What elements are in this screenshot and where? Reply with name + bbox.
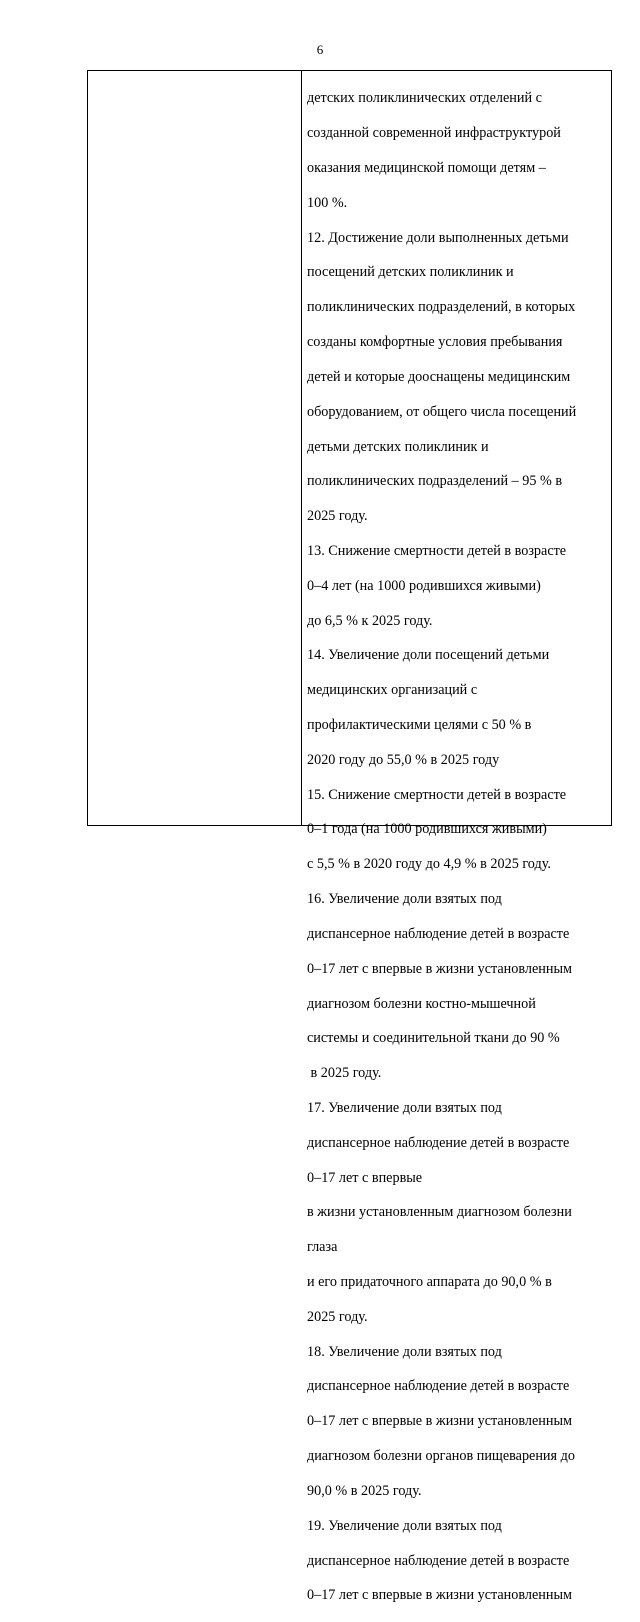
text-line: 90,0 % в 2025 году. bbox=[307, 1482, 422, 1499]
text-line: до 6,5 % к 2025 году. bbox=[307, 612, 433, 629]
text-line: системы и соединительной ткани до 90 % bbox=[307, 1030, 560, 1047]
document-table bbox=[87, 70, 612, 1604]
text-line: 2020 году до 55,0 % в 2025 году bbox=[307, 751, 500, 768]
text-line: созданной современной инфраструктурой bbox=[307, 125, 561, 142]
text-line: 17. Увеличение доли взятых под bbox=[307, 1099, 502, 1116]
table-cell-right bbox=[302, 71, 611, 1604]
text-line: и его придаточного аппарата до 90,0 % в bbox=[307, 1274, 552, 1291]
text-line: детей и которые дооснащены медицинским bbox=[307, 368, 571, 385]
page-number: 6 bbox=[316, 42, 324, 57]
table-cell-left bbox=[88, 71, 302, 825]
text-line: диспансерное наблюдение детей в возрасте bbox=[307, 925, 570, 942]
text-line: диспансерное наблюдение детей в возрасте bbox=[307, 1378, 570, 1395]
text-line: диспансерное наблюдение детей в возрасте bbox=[307, 1134, 570, 1151]
text-line: 19. Увеличение доли взятых под bbox=[307, 1517, 502, 1534]
text-line: диагнозом болезни костно-мышечной bbox=[307, 995, 536, 1012]
text-line: в 2025 году. bbox=[307, 1065, 382, 1082]
text-line: 0–17 лет с впервые в жизни установленным bbox=[307, 1587, 572, 1604]
text-line: медицинских организаций с bbox=[307, 682, 478, 699]
text-line: созданы комфортные условия пребывания bbox=[307, 334, 563, 351]
text-line: оказания медицинской помощи детям – bbox=[307, 160, 546, 177]
text-line: 0–4 лет (на 1000 родившихся живыми) bbox=[307, 577, 541, 594]
text-line: 100 %. bbox=[307, 194, 348, 211]
text-line: диагнозом болезни органов пищеварения до bbox=[307, 1448, 575, 1465]
text-line: глаза bbox=[307, 1239, 338, 1256]
text-line: 0–17 лет с впервые в жизни установленным bbox=[307, 960, 572, 977]
text-line: 13. Снижение смертности детей в возрасте bbox=[307, 542, 567, 559]
text-line: 18. Увеличение доли взятых под bbox=[307, 1343, 502, 1360]
text-line: поликлинических подразделений – 95 % в bbox=[307, 473, 563, 490]
text-line: 16. Увеличение доли взятых под bbox=[307, 891, 502, 908]
text-line: в жизни установленным диагнозом болезни bbox=[307, 1204, 572, 1221]
text-line: 14. Увеличение доли посещений детьми bbox=[307, 647, 550, 664]
text-line: 2025 году. bbox=[307, 508, 368, 525]
text-line: 12. Достижение доли выполненных детьми bbox=[307, 229, 569, 246]
text-line: 0–17 лет с впервые bbox=[307, 1169, 423, 1186]
text-line: профилактическими целями с 50 % в bbox=[307, 717, 532, 734]
text-line: 0–1 года (на 1000 родившихся живыми) bbox=[307, 821, 547, 838]
text-line: с 5,5 % в 2020 году до 4,9 % в 2025 году. bbox=[307, 856, 551, 873]
text-line: детских поликлинических отделений с bbox=[307, 90, 542, 107]
text-line: оборудованием, от общего числа посещений bbox=[307, 403, 577, 420]
text-line: детьми детских поликлиник и bbox=[307, 438, 489, 455]
text-line: 15. Снижение смертности детей в возрасте bbox=[307, 786, 567, 803]
text-line: посещений детских поликлиник и bbox=[307, 264, 514, 281]
text-line: поликлинических подразделений, в которых bbox=[307, 299, 576, 316]
text-line: 0–17 лет с впервые в жизни установленным bbox=[307, 1413, 572, 1430]
text-line: 2025 году. bbox=[307, 1308, 368, 1325]
text-line: диспансерное наблюдение детей в возрасте bbox=[307, 1552, 570, 1569]
